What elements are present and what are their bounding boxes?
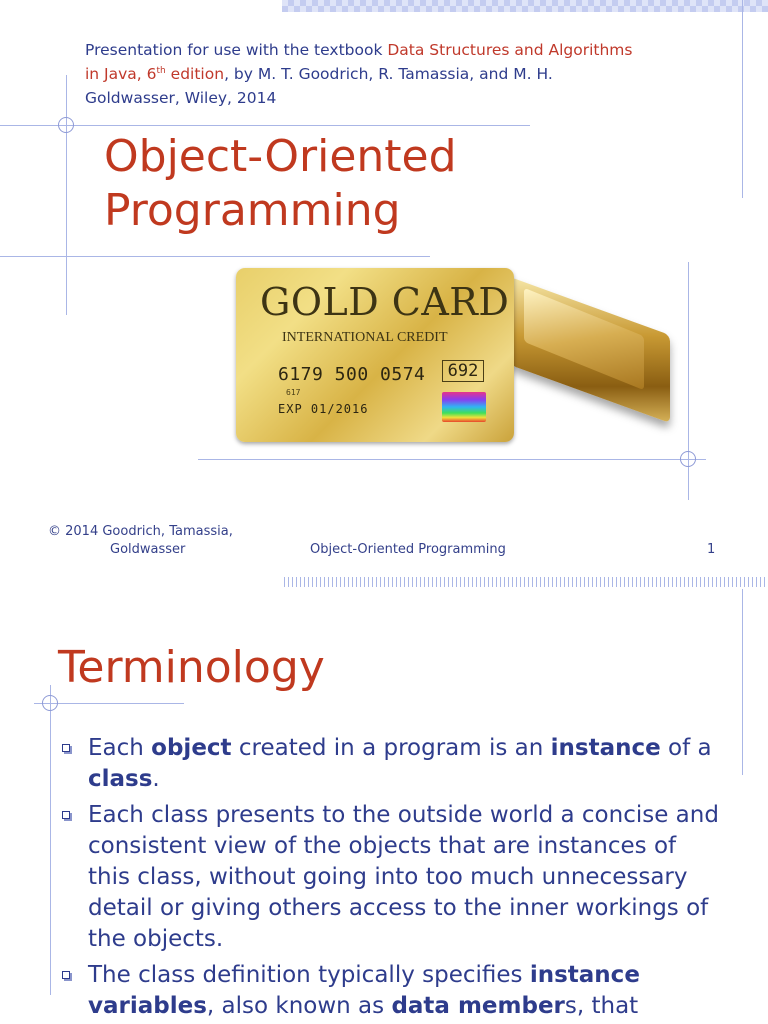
checker-pattern [282,0,768,12]
square-bullet-icon [62,811,70,819]
bullet-item [60,800,720,955]
footer-copyright-line1: © 2014 Goodrich, Tamassia, [48,524,233,539]
bullet-term: instance variables [88,962,640,1019]
guide-line [198,459,706,460]
bullet-text: The class definition typically specifies [88,962,530,988]
bullet-item [60,960,720,1022]
bullet-text: Each class presents to the outside world a concise and consistent view of the objects that are instances of this class, without going into too much unnecessary detail or giving others access to the inner workings of the objects. [88,802,719,952]
guide-line [0,256,430,257]
square-bullet-icon [62,744,70,752]
crosshair-circle-icon [680,451,696,467]
tick-pattern [284,577,768,587]
bullet-text: Each [88,735,152,761]
title-line-2: Programming [104,185,401,236]
presentation-intro [85,38,645,110]
bullet-text: s, that [564,993,639,1019]
intro-suffix: , by M. T. Goodrich, R. Tamassia, and M. H. Goldwasser, Wiley, 2014 [85,65,553,107]
crosshair-circle-icon [58,117,74,133]
bullet-term: instance [550,735,661,761]
bullet-term: object [151,735,232,761]
page-number: 1 [707,542,716,557]
guide-line [66,75,67,315]
card-cvv: 692 [442,360,484,382]
hologram-icon [442,392,486,422]
guide-line [742,0,743,198]
slide-title: Terminology [58,642,325,693]
bullet-text: of a [660,735,712,761]
intro-prefix: Presentation for use with the textbook [85,41,388,59]
bullet-term: data member [391,993,565,1019]
bullet-text: , also known as [206,993,392,1019]
card-brand: GOLD CARD [260,280,510,324]
bullet-item [60,733,720,795]
footer-copyright-line2: Goldwasser [110,542,186,557]
slide-2 [0,575,768,1024]
guide-line [742,589,743,775]
card-number: 6179 500 0574 [278,364,426,385]
bullet-text: . [152,766,160,792]
book-title: Data Structures and Algorithms in Java, 6 [85,41,633,83]
crosshair-circle-icon [42,695,58,711]
title-line-1: Object-Oriented [104,131,457,182]
slide-title [104,130,457,238]
guide-line [0,125,530,126]
bullet-list [60,733,720,1024]
guide-line [50,685,51,995]
bullet-text: created in a program is an [231,735,551,761]
card-subtitle: INTERNATIONAL CREDIT [282,330,448,345]
footer-topic: Object-Oriented Programming [310,542,506,557]
bullet-term: class [88,766,153,792]
card-small-code: 617 [286,388,301,397]
edition-superscript: th [156,65,166,76]
edition-label: edition [165,65,225,83]
credit-card-image [236,268,514,442]
card-expiry: EXP 01/2016 [278,402,369,416]
square-bullet-icon [62,971,70,979]
